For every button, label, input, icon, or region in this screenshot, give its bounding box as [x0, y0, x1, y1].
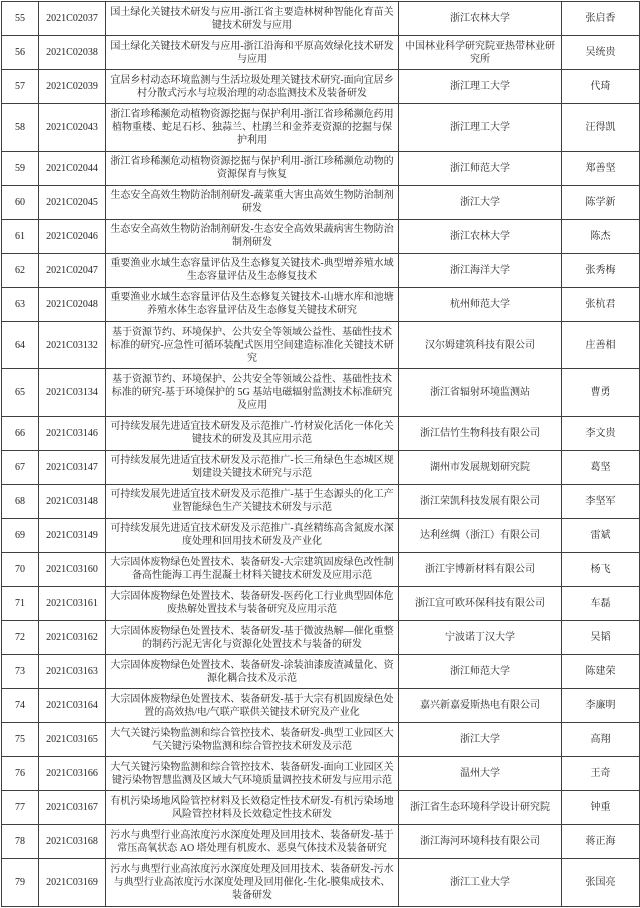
project-code-cell: 2021C02045 — [39, 185, 106, 219]
project-title-cell: 大宗固体废物绿色处置技术、装备研发-医药化工行业典型固体危废热解处置技术与装备研究及应用示范 — [106, 586, 399, 620]
row-number-cell: 77 — [2, 791, 39, 825]
table-row — [2, 586, 640, 620]
leader-name-cell: 陈学新 — [562, 185, 640, 219]
row-number-cell: 78 — [2, 825, 39, 859]
leader-name-cell: 张国亮 — [562, 859, 640, 907]
project-code-cell: 2021C03165 — [39, 723, 106, 757]
row-number-cell: 73 — [2, 655, 39, 689]
leader-name-cell: 杨飞 — [562, 552, 640, 586]
row-number-cell: 69 — [2, 518, 39, 552]
leader-name-cell: 雷斌 — [562, 518, 640, 552]
project-code-cell: 2021C03164 — [39, 689, 106, 723]
project-list-table — [1, 1, 640, 907]
project-title-cell: 大宗固体废物绿色处置技术、装备研发-基于微波热解—催化重整的制药污泥无害化与资源化处置技术与装备的研发 — [106, 621, 399, 655]
institution-cell: 嘉兴新嘉爱斯热电有限公司 — [399, 689, 562, 723]
leader-name-cell: 王奇 — [562, 757, 640, 791]
project-code-cell: 2021C02047 — [39, 253, 106, 287]
project-title-cell: 可持续发展先进适宜技术研发及示范推广-基于生态源头的化工产业智能绿色生产关键技术研发与示范 — [106, 484, 399, 518]
leader-name-cell: 蒋正海 — [562, 825, 640, 859]
project-code-cell: 2021C03132 — [39, 321, 106, 368]
project-title-cell: 宜居乡村动态环境监测与生活垃圾处理关键技术研究-面向宜居乡村分散式污水与垃圾治理的动态监测技术及装备研发 — [106, 70, 399, 104]
institution-cell: 浙江理工大学 — [399, 104, 562, 151]
project-code-cell: 2021C03146 — [39, 416, 106, 450]
institution-cell: 浙江海河环境科技有限公司 — [399, 825, 562, 859]
project-title-cell: 基于资源节约、环境保护、公共安全等领域公益性、基础性技术标准的研究-应急性可循环装配式医用空间建造标准化关键技术研究 — [106, 321, 399, 368]
row-number-cell: 68 — [2, 484, 39, 518]
table-row — [2, 552, 640, 586]
project-code-cell: 2021C02046 — [39, 219, 106, 253]
institution-cell: 浙江工业大学 — [399, 859, 562, 907]
table-row — [2, 36, 640, 70]
project-title-cell: 生态安全高效生物防治制剂研发-蔬菜重大害虫高效生物防治制剂研发 — [106, 185, 399, 219]
leader-name-cell: 吴统贵 — [562, 36, 640, 70]
table-row — [2, 321, 640, 368]
project-title-cell: 可持续发展先进适宜技术研发及示范推广-竹材炭化活化一体化关键技术的研发及其应用示范 — [106, 416, 399, 450]
leader-name-cell: 郑善坚 — [562, 151, 640, 185]
leader-name-cell: 葛坚 — [562, 450, 640, 484]
row-number-cell: 60 — [2, 185, 39, 219]
project-title-cell: 基于资源节约、环境保护、公共安全等领域公益性、基础性技术标准的研究-基于环境保护的 5G 基站电磁辐射监测技术标准研究及应用 — [106, 369, 399, 416]
institution-cell: 浙江师范大学 — [399, 655, 562, 689]
institution-cell: 杭州师范大学 — [399, 287, 562, 321]
project-title-cell: 重要渔业水域生态容量评估及生态修复关键技术-典型增养殖水域生态容量评估及生态修复技术 — [106, 253, 399, 287]
project-title-cell: 污水与典型行业高浓度污水深度处理及回用技术、装备研发-污水与典型行业高浓度污水深度处理及回用催化-生化-膜集成技术、装备研发 — [106, 859, 399, 907]
project-code-cell: 2021C03160 — [39, 552, 106, 586]
project-title-cell: 可持续发展先进适宜技术研发及示范推广-真丝精练高含氮废水深度处理和回用技术研发及产业化 — [106, 518, 399, 552]
leader-name-cell: 张启香 — [562, 2, 640, 36]
institution-cell: 浙江农林大学 — [399, 2, 562, 36]
project-code-cell: 2021C03169 — [39, 859, 106, 907]
table-row — [2, 825, 640, 859]
institution-cell: 浙江省生态环境科学设计研究院 — [399, 791, 562, 825]
institution-cell: 宁波诺丁汉大学 — [399, 621, 562, 655]
row-number-cell: 76 — [2, 757, 39, 791]
institution-cell: 浙江宜可欧环保科技有限公司 — [399, 586, 562, 620]
row-number-cell: 64 — [2, 321, 39, 368]
project-title-cell: 大气关键污染物监测和综合管控技术、装备研发-面向工业园区关键污染物智慧监测及区域大气环境质量调控技术研发与应用示范 — [106, 757, 399, 791]
table-row — [2, 416, 640, 450]
table-row — [2, 518, 640, 552]
row-number-cell: 56 — [2, 36, 39, 70]
row-number-cell: 65 — [2, 369, 39, 416]
project-code-cell: 2021C02037 — [39, 2, 106, 36]
row-number-cell: 71 — [2, 586, 39, 620]
project-title-cell: 浙江省珍稀濒危动植物资源挖掘与保护利用-浙江省珍稀濒危药用植物重楼、蛇足石杉、独蒜兰、杜鹃兰和金荞麦资源的挖掘与保护利用 — [106, 104, 399, 151]
project-code-cell: 2021C02043 — [39, 104, 106, 151]
project-code-cell: 2021C02048 — [39, 287, 106, 321]
table-row — [2, 104, 640, 151]
leader-name-cell: 代琦 — [562, 70, 640, 104]
project-title-cell: 大宗固体废物绿色处置技术、装备研发-大宗建筑固废绿色改性制备高性能海工再生混凝土材料关键技术研发及应用示范 — [106, 552, 399, 586]
institution-cell: 达利丝绸（浙江）有限公司 — [399, 518, 562, 552]
row-number-cell: 66 — [2, 416, 39, 450]
table-row — [2, 2, 640, 36]
project-title-cell: 生态安全高效生物防治制剂研发-生态安全高效果蔬病害生物防治制剂研发 — [106, 219, 399, 253]
table-row — [2, 151, 640, 185]
institution-cell: 汉尔姆建筑科技有限公司 — [399, 321, 562, 368]
project-code-cell: 2021C03147 — [39, 450, 106, 484]
leader-name-cell: 陈杰 — [562, 219, 640, 253]
project-code-cell: 2021C03167 — [39, 791, 106, 825]
leader-name-cell: 车磊 — [562, 586, 640, 620]
project-title-cell: 大宗固体废物绿色处置技术、装备研发-涂装油漆废渣减量化、资源化耦合技术及示范 — [106, 655, 399, 689]
institution-cell: 浙江佶竹生物科技有限公司 — [399, 416, 562, 450]
table-row — [2, 689, 640, 723]
table-row — [2, 185, 640, 219]
row-number-cell: 74 — [2, 689, 39, 723]
leader-name-cell: 汪得凯 — [562, 104, 640, 151]
institution-cell: 浙江师范大学 — [399, 151, 562, 185]
project-title-cell: 国土绿化关键技术研发与应用-浙江沿海和平原高效绿化技术研发与应用 — [106, 36, 399, 70]
row-number-cell: 62 — [2, 253, 39, 287]
row-number-cell: 72 — [2, 621, 39, 655]
project-code-cell: 2021C03166 — [39, 757, 106, 791]
project-title-cell: 大气关键污染物监测和综合管控技术、装备研发-典型工业园区大气关键污染物监测和综合管控技术研发及示范 — [106, 723, 399, 757]
row-number-cell: 63 — [2, 287, 39, 321]
row-number-cell: 59 — [2, 151, 39, 185]
row-number-cell: 61 — [2, 219, 39, 253]
table-row — [2, 484, 640, 518]
leader-name-cell: 钟重 — [562, 791, 640, 825]
institution-cell: 浙江宇博新材料有限公司 — [399, 552, 562, 586]
row-number-cell: 79 — [2, 859, 39, 907]
project-title-cell: 国土绿化关键技术研发与应用-浙江省主要造林树种智能化育苗关键技术研发与应用 — [106, 2, 399, 36]
project-code-cell: 2021C03162 — [39, 621, 106, 655]
leader-name-cell: 曹勇 — [562, 369, 640, 416]
leader-name-cell: 张杭君 — [562, 287, 640, 321]
project-code-cell: 2021C03149 — [39, 518, 106, 552]
table-row — [2, 621, 640, 655]
leader-name-cell: 庄善相 — [562, 321, 640, 368]
project-title-cell: 有机污染场地风险管控材料及长效稳定性技术研发-有机污染场地风险管控材料及长效稳定性技术研发 — [106, 791, 399, 825]
table-row — [2, 287, 640, 321]
institution-cell: 浙江大学 — [399, 723, 562, 757]
project-code-cell: 2021C03168 — [39, 825, 106, 859]
row-number-cell: 58 — [2, 104, 39, 151]
leader-name-cell: 吴韬 — [562, 621, 640, 655]
institution-cell: 湖州市发展规划研究院 — [399, 450, 562, 484]
project-table-body — [2, 2, 640, 907]
institution-cell: 浙江大学 — [399, 185, 562, 219]
project-code-cell: 2021C03134 — [39, 369, 106, 416]
institution-cell: 浙江荣凯科技发展有限公司 — [399, 484, 562, 518]
row-number-cell: 57 — [2, 70, 39, 104]
row-number-cell: 75 — [2, 723, 39, 757]
institution-cell: 浙江理工大学 — [399, 70, 562, 104]
table-row — [2, 757, 640, 791]
project-code-cell: 2021C03163 — [39, 655, 106, 689]
project-title-cell: 大宗固体废物绿色处置技术、装备研发-基于大宗有机固废绿色处置的高效热/电/气联产联供关键技术研究及产业化 — [106, 689, 399, 723]
row-number-cell: 67 — [2, 450, 39, 484]
institution-cell: 浙江省辐射环境监测站 — [399, 369, 562, 416]
table-row — [2, 859, 640, 907]
project-code-cell: 2021C03148 — [39, 484, 106, 518]
table-row — [2, 253, 640, 287]
table-row — [2, 450, 640, 484]
leader-name-cell: 李文贵 — [562, 416, 640, 450]
institution-cell: 浙江农林大学 — [399, 219, 562, 253]
project-code-cell: 2021C03161 — [39, 586, 106, 620]
row-number-cell: 70 — [2, 552, 39, 586]
project-code-cell: 2021C02039 — [39, 70, 106, 104]
table-row — [2, 655, 640, 689]
project-title-cell: 污水与典型行业高浓度污水深度处理及回用技术、装备研发-基于常压高氧状态 AO 塔处理有机废水、恶臭气体技术及装备研究 — [106, 825, 399, 859]
institution-cell: 浙江海洋大学 — [399, 253, 562, 287]
institution-cell: 温州大学 — [399, 757, 562, 791]
table-row — [2, 70, 640, 104]
leader-name-cell: 陈建荣 — [562, 655, 640, 689]
table-row — [2, 723, 640, 757]
table-row — [2, 791, 640, 825]
leader-name-cell: 高翔 — [562, 723, 640, 757]
project-code-cell: 2021C02038 — [39, 36, 106, 70]
table-row — [2, 219, 640, 253]
project-title-cell: 重要渔业水域生态容量评估及生态修复关键技术-山塘水库和池塘养殖水体生态容量评估及生态修复关键技术研究 — [106, 287, 399, 321]
project-title-cell: 浙江省珍稀濒危动植物资源挖掘与保护利用-浙江珍稀濒危动物的资源保育与恢复 — [106, 151, 399, 185]
project-title-cell: 可持续发展先进适宜技术研发及示范推广-长三角绿色生态城区规划建设关键技术研究与示范 — [106, 450, 399, 484]
table-row — [2, 369, 640, 416]
leader-name-cell: 李坚军 — [562, 484, 640, 518]
leader-name-cell: 李廉明 — [562, 689, 640, 723]
row-number-cell: 55 — [2, 2, 39, 36]
project-code-cell: 2021C02044 — [39, 151, 106, 185]
institution-cell: 中国林业科学研究院亚热带林业研究所 — [399, 36, 562, 70]
leader-name-cell: 张秀梅 — [562, 253, 640, 287]
